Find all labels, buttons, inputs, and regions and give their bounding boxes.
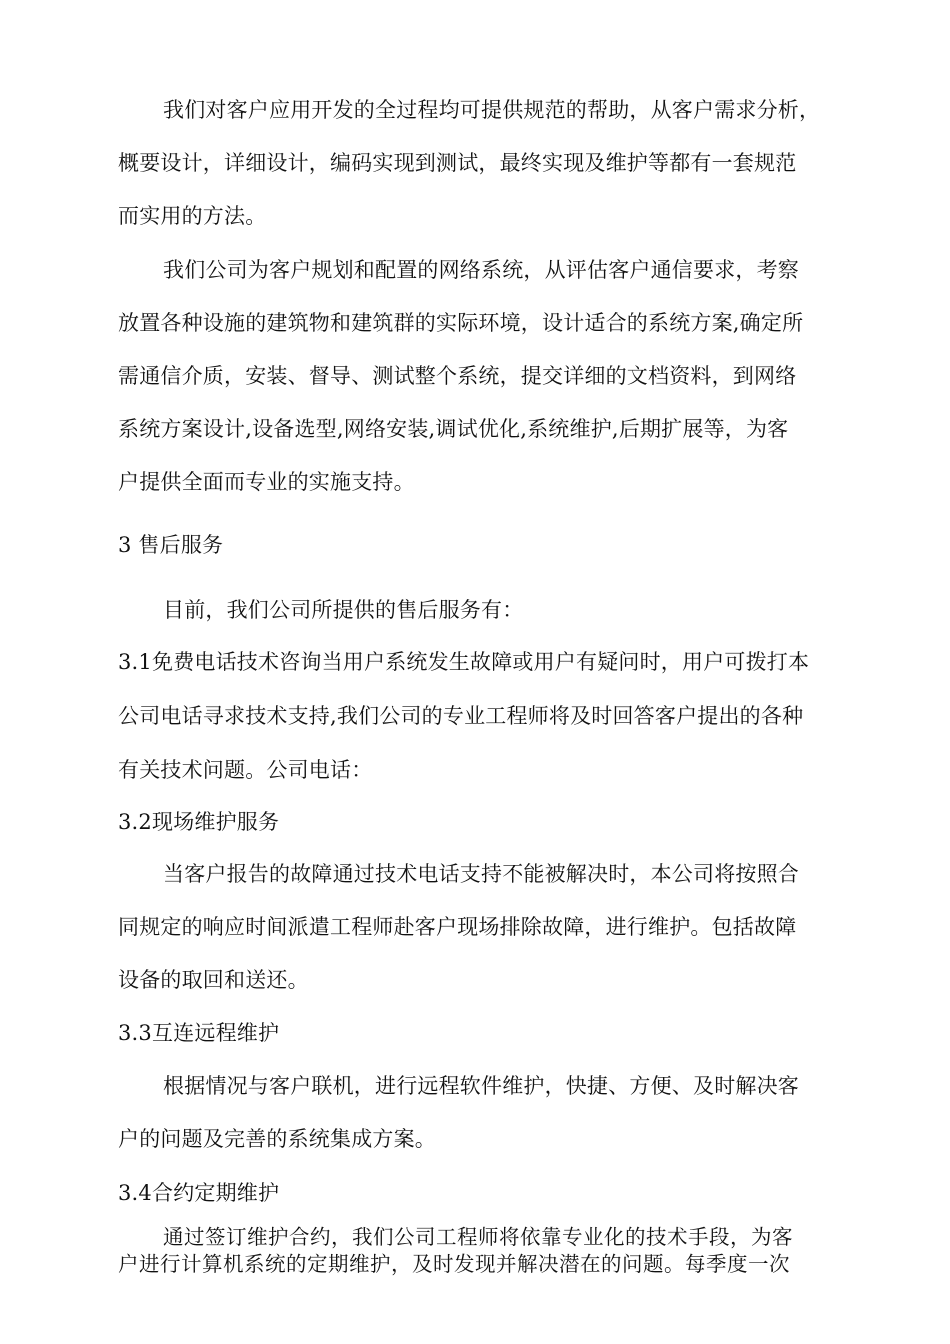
subsection-heading: 3.2现场维护服务 — [118, 810, 280, 834]
text-line: 公司电话寻求技术支持,我们公司的专业工程师将及时回答客户提出的各种 — [118, 704, 804, 728]
text-line: 设备的取回和送还。 — [118, 968, 309, 992]
section-heading: 3 售后服务 — [118, 533, 224, 557]
text-line: 而实用的方法。 — [118, 204, 267, 228]
subsection-heading: 3.4合约定期维护 — [118, 1181, 280, 1205]
text-line: 系统方案设计,设备选型,网络安装,调试优化,系统维护,后期扩展等，为客 — [118, 417, 789, 441]
text-line: 户提供全面而专业的实施支持。 — [118, 470, 415, 494]
text-line: 放置各种设施的建筑物和建筑群的实际环境，设计适合的系统方案,确定所 — [118, 311, 804, 335]
section-intro: 目前，我们公司所提供的售后服务有： — [163, 598, 524, 622]
text-line: 户的问题及完善的系统集成方案。 — [118, 1127, 436, 1151]
text-line: 我们公司为客户规划和配置的网络系统，从评估客户通信要求，考察 — [163, 258, 799, 282]
text-line: 通过签订维护合约，我们公司工程师将依靠专业化的技术手段，为客 — [163, 1225, 793, 1249]
subsection-heading: 3.3互连远程维护 — [118, 1021, 280, 1045]
text-line: 户进行计算机系统的定期维护，及时发现并解决潜在的问题。每季度一次 — [118, 1252, 790, 1276]
text-line: 有关技术问题。公司电话： — [118, 758, 373, 782]
text-line: 我们对客户应用开发的全过程均可提供规范的帮助，从客户需求分析， — [163, 98, 821, 122]
text-line: 3.1免费电话技术咨询当用户系统发生故障或用户有疑问时，用户可拨打本 — [118, 650, 810, 674]
text-line: 概要设计，详细设计，编码实现到测试，最终实现及维护等都有一套规范 — [118, 151, 797, 175]
text-line: 需通信介质，安装、督导、测试整个系统，提交详细的文档资料，到网络 — [118, 364, 797, 388]
text-line: 根据情况与客户联机，进行远程软件维护，快捷、方便、及时解决客 — [163, 1074, 799, 1098]
text-line: 同规定的响应时间派遣工程师赴客户现场排除故障，进行维护。包括故障 — [118, 915, 797, 939]
text-line: 当客户报告的故障通过技术电话支持不能被解决时，本公司将按照合 — [163, 862, 799, 886]
